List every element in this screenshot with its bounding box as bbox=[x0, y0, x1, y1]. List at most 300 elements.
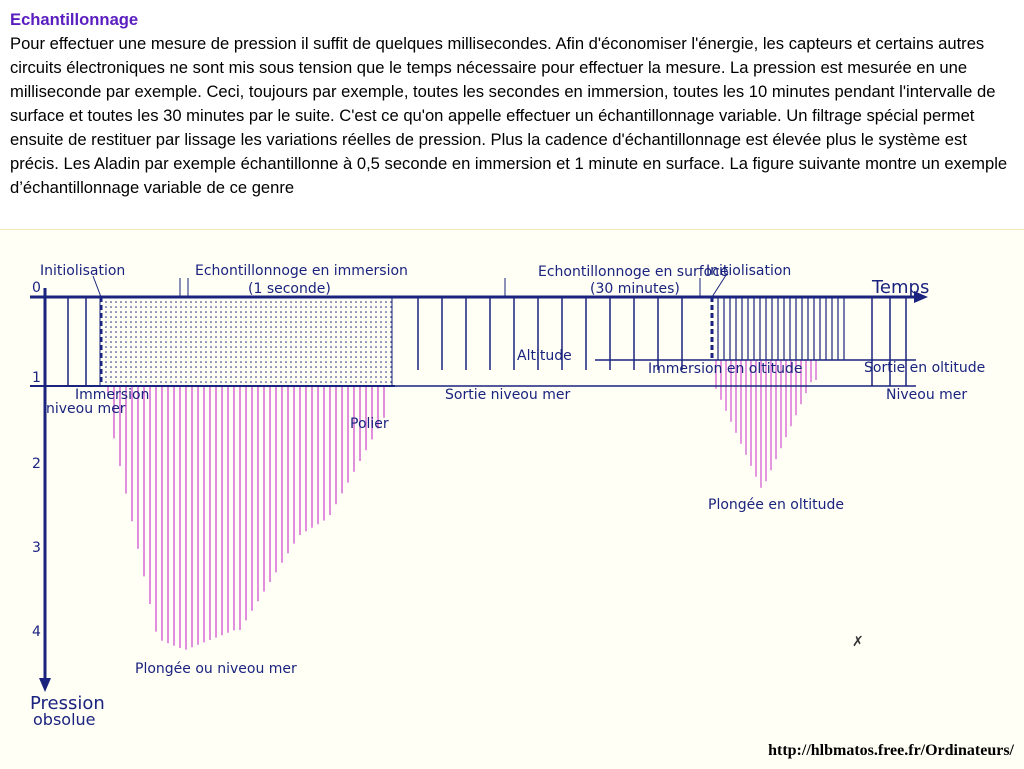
sampling-dot bbox=[370, 346, 372, 348]
sampling-dot bbox=[175, 316, 177, 318]
sampling-dot bbox=[275, 316, 277, 318]
sampling-dot bbox=[330, 331, 332, 333]
sampling-dot bbox=[155, 366, 157, 368]
sampling-dot bbox=[140, 306, 142, 308]
sampling-dot bbox=[105, 381, 107, 383]
sampling-dot bbox=[145, 336, 147, 338]
sampling-dot bbox=[350, 371, 352, 373]
sampling-dot bbox=[260, 381, 262, 383]
sampling-dot bbox=[110, 331, 112, 333]
sampling-dot bbox=[325, 326, 327, 328]
sampling-dot bbox=[300, 301, 302, 303]
sampling-dot bbox=[315, 376, 317, 378]
sampling-dot bbox=[150, 361, 152, 363]
sampling-dot bbox=[275, 376, 277, 378]
sampling-dot bbox=[115, 316, 117, 318]
sampling-dot bbox=[170, 341, 172, 343]
sampling-dot bbox=[155, 351, 157, 353]
sampling-dot bbox=[105, 361, 107, 363]
sampling-dot bbox=[310, 306, 312, 308]
sampling-dot bbox=[345, 311, 347, 313]
sampling-dot bbox=[385, 336, 387, 338]
sampling-dot bbox=[180, 316, 182, 318]
sampling-dot bbox=[190, 306, 192, 308]
sampling-dot bbox=[255, 366, 257, 368]
sampling-dot bbox=[290, 331, 292, 333]
sampling-dot bbox=[290, 316, 292, 318]
sampling-dot bbox=[155, 356, 157, 358]
axis-tick-1: 1 bbox=[32, 370, 41, 386]
sampling-dot bbox=[215, 321, 217, 323]
sampling-dot bbox=[145, 371, 147, 373]
sampling-dot bbox=[105, 321, 107, 323]
sampling-dot bbox=[180, 381, 182, 383]
sampling-dot bbox=[380, 346, 382, 348]
sampling-dot bbox=[250, 306, 252, 308]
sampling-dot bbox=[160, 361, 162, 363]
sampling-dot bbox=[220, 316, 222, 318]
sampling-dot bbox=[165, 346, 167, 348]
sampling-dot bbox=[120, 311, 122, 313]
sampling-dot bbox=[195, 311, 197, 313]
sampling-dot bbox=[340, 376, 342, 378]
sampling-dot bbox=[115, 331, 117, 333]
sampling-dot bbox=[325, 351, 327, 353]
sampling-dot bbox=[335, 351, 337, 353]
sampling-dot bbox=[285, 316, 287, 318]
sampling-dot bbox=[320, 331, 322, 333]
sampling-dot bbox=[315, 301, 317, 303]
sampling-dot bbox=[200, 381, 202, 383]
sampling-dot bbox=[270, 361, 272, 363]
sampling-dot bbox=[160, 376, 162, 378]
sampling-dot bbox=[290, 361, 292, 363]
sampling-dot bbox=[360, 341, 362, 343]
sampling-dot bbox=[325, 301, 327, 303]
sampling-dot bbox=[205, 326, 207, 328]
sampling-dot bbox=[215, 371, 217, 373]
sampling-dot bbox=[120, 356, 122, 358]
sampling-dot bbox=[300, 326, 302, 328]
sampling-dot bbox=[345, 361, 347, 363]
sampling-dot bbox=[335, 306, 337, 308]
sampling-dot bbox=[130, 346, 132, 348]
sampling-dot bbox=[260, 341, 262, 343]
sampling-dot bbox=[305, 306, 307, 308]
sampling-dot bbox=[270, 301, 272, 303]
sampling-dot bbox=[385, 311, 387, 313]
sampling-dot bbox=[375, 311, 377, 313]
sampling-dot bbox=[350, 331, 352, 333]
sampling-dot bbox=[280, 326, 282, 328]
sampling-dot bbox=[270, 346, 272, 348]
sampling-dot bbox=[250, 326, 252, 328]
sampling-dot bbox=[350, 306, 352, 308]
sampling-dot bbox=[205, 381, 207, 383]
sampling-dot bbox=[110, 301, 112, 303]
sampling-dot bbox=[340, 326, 342, 328]
sampling-dot bbox=[375, 321, 377, 323]
sampling-dot bbox=[210, 321, 212, 323]
sampling-dot bbox=[250, 321, 252, 323]
sampling-dot bbox=[250, 376, 252, 378]
label-echantillonnage-immersion: Echontillonnoge en immersion bbox=[195, 263, 408, 279]
sampling-dot bbox=[260, 331, 262, 333]
sampling-dot bbox=[380, 311, 382, 313]
sampling-dot bbox=[320, 321, 322, 323]
sampling-dot bbox=[215, 356, 217, 358]
section-heading: Echantillonnage bbox=[10, 10, 139, 29]
sampling-dot bbox=[340, 361, 342, 363]
sampling-dot bbox=[210, 371, 212, 373]
sampling-dot bbox=[385, 341, 387, 343]
sampling-dot bbox=[165, 326, 167, 328]
sampling-dot bbox=[355, 366, 357, 368]
sampling-dot bbox=[125, 356, 127, 358]
sampling-dot bbox=[130, 376, 132, 378]
sampling-dot bbox=[370, 311, 372, 313]
sampling-dot bbox=[145, 321, 147, 323]
sampling-dot bbox=[335, 371, 337, 373]
sampling-dot bbox=[170, 311, 172, 313]
sampling-dot bbox=[175, 301, 177, 303]
sampling-dot bbox=[135, 376, 137, 378]
sampling-dot bbox=[140, 301, 142, 303]
sampling-dot bbox=[345, 306, 347, 308]
sampling-dot bbox=[180, 346, 182, 348]
sampling-dot bbox=[165, 321, 167, 323]
sampling-dot bbox=[370, 341, 372, 343]
sampling-dot bbox=[335, 331, 337, 333]
sampling-dot bbox=[350, 351, 352, 353]
sampling-dot bbox=[260, 306, 262, 308]
sampling-dot bbox=[120, 316, 122, 318]
sampling-dot bbox=[240, 376, 242, 378]
sampling-dot bbox=[370, 326, 372, 328]
sampling-dot bbox=[295, 371, 297, 373]
sampling-dot bbox=[230, 346, 232, 348]
sampling-dot bbox=[265, 311, 267, 313]
sampling-dot bbox=[330, 371, 332, 373]
sampling-dot bbox=[360, 376, 362, 378]
sampling-dot bbox=[355, 326, 357, 328]
sampling-dot bbox=[345, 301, 347, 303]
sampling-dot bbox=[145, 376, 147, 378]
sampling-dot bbox=[165, 351, 167, 353]
sampling-dot bbox=[115, 351, 117, 353]
sampling-dot bbox=[185, 321, 187, 323]
sampling-dot bbox=[240, 316, 242, 318]
sampling-dot bbox=[355, 306, 357, 308]
sampling-dot bbox=[370, 301, 372, 303]
sampling-dot bbox=[345, 371, 347, 373]
sampling-dot bbox=[235, 311, 237, 313]
sampling-dot bbox=[270, 336, 272, 338]
sampling-dot bbox=[145, 366, 147, 368]
sampling-dot bbox=[255, 336, 257, 338]
sampling-dot bbox=[270, 376, 272, 378]
sampling-dot bbox=[245, 346, 247, 348]
sampling-dot bbox=[275, 356, 277, 358]
sampling-dot bbox=[205, 301, 207, 303]
sampling-dot bbox=[270, 331, 272, 333]
sampling-dot bbox=[385, 376, 387, 378]
sampling-dot bbox=[290, 306, 292, 308]
sampling-dot bbox=[320, 376, 322, 378]
sampling-dot bbox=[320, 316, 322, 318]
sampling-dot bbox=[360, 331, 362, 333]
sampling-dot bbox=[385, 326, 387, 328]
sampling-dot bbox=[155, 376, 157, 378]
sampling-dot bbox=[125, 321, 127, 323]
sampling-dot bbox=[340, 316, 342, 318]
sampling-dot bbox=[230, 376, 232, 378]
sampling-dot bbox=[120, 336, 122, 338]
sampling-dot bbox=[275, 346, 277, 348]
sampling-dot bbox=[285, 356, 287, 358]
sampling-dot bbox=[255, 356, 257, 358]
sampling-dot bbox=[285, 306, 287, 308]
sampling-dot bbox=[230, 331, 232, 333]
sampling-dot bbox=[255, 326, 257, 328]
sampling-dot bbox=[345, 376, 347, 378]
sampling-dot bbox=[370, 336, 372, 338]
sampling-dot bbox=[340, 366, 342, 368]
sampling-dot bbox=[295, 301, 297, 303]
sampling-dot bbox=[195, 381, 197, 383]
sampling-dot bbox=[150, 301, 152, 303]
sampling-dot bbox=[185, 331, 187, 333]
sampling-dot bbox=[380, 356, 382, 358]
sampling-dot bbox=[140, 341, 142, 343]
sampling-dot bbox=[250, 311, 252, 313]
sampling-dot bbox=[215, 346, 217, 348]
sampling-dot bbox=[155, 311, 157, 313]
label-plongee-niveau-mer: Plongée ou niveou mer bbox=[135, 661, 297, 677]
sampling-dot bbox=[300, 351, 302, 353]
sampling-dot bbox=[275, 321, 277, 323]
sampling-dot bbox=[170, 321, 172, 323]
sampling-dot bbox=[190, 301, 192, 303]
sampling-dot bbox=[235, 356, 237, 358]
sampling-dot bbox=[280, 346, 282, 348]
sampling-dot bbox=[265, 376, 267, 378]
sampling-dot bbox=[355, 311, 357, 313]
sampling-dot bbox=[145, 326, 147, 328]
sampling-dot bbox=[155, 306, 157, 308]
sampling-dot bbox=[150, 381, 152, 383]
sampling-dot bbox=[220, 361, 222, 363]
sampling-dot bbox=[225, 306, 227, 308]
sampling-dot bbox=[265, 356, 267, 358]
sampling-dot bbox=[310, 376, 312, 378]
sampling-dot bbox=[330, 301, 332, 303]
sampling-dot bbox=[235, 361, 237, 363]
sampling-dot bbox=[325, 361, 327, 363]
sampling-dot bbox=[365, 331, 367, 333]
sampling-dot bbox=[265, 326, 267, 328]
sampling-dot bbox=[215, 306, 217, 308]
sampling-dot bbox=[350, 361, 352, 363]
sampling-dot bbox=[375, 376, 377, 378]
sampling-dot bbox=[215, 336, 217, 338]
sampling-dot bbox=[110, 371, 112, 373]
sampling-dot bbox=[145, 361, 147, 363]
sampling-dot bbox=[275, 301, 277, 303]
sampling-dot bbox=[165, 341, 167, 343]
sampling-dot bbox=[275, 306, 277, 308]
sampling-dot bbox=[240, 301, 242, 303]
sampling-dot bbox=[330, 316, 332, 318]
sampling-dot bbox=[360, 336, 362, 338]
sampling-dot bbox=[285, 346, 287, 348]
sampling-dot bbox=[295, 376, 297, 378]
sampling-dot bbox=[285, 381, 287, 383]
sampling-dot bbox=[110, 341, 112, 343]
sampling-dot bbox=[380, 366, 382, 368]
sampling-dot bbox=[170, 361, 172, 363]
sampling-dot bbox=[115, 311, 117, 313]
sampling-dot bbox=[300, 376, 302, 378]
sampling-dot bbox=[320, 366, 322, 368]
sampling-dot bbox=[115, 301, 117, 303]
sampling-dot bbox=[145, 316, 147, 318]
sampling-dot bbox=[320, 356, 322, 358]
label-initialisation-left: Initiolisation bbox=[40, 263, 126, 279]
sampling-dot bbox=[140, 326, 142, 328]
sampling-dot bbox=[130, 316, 132, 318]
sampling-dot bbox=[145, 306, 147, 308]
sampling-dot bbox=[220, 331, 222, 333]
sampling-dot bbox=[170, 346, 172, 348]
sampling-dot bbox=[180, 301, 182, 303]
sampling-dot bbox=[115, 326, 117, 328]
sampling-dot bbox=[105, 351, 107, 353]
sampling-dot bbox=[335, 336, 337, 338]
axis-tick-4: 4 bbox=[32, 624, 41, 640]
sampling-dot bbox=[185, 356, 187, 358]
sampling-dot bbox=[260, 311, 262, 313]
sampling-dot bbox=[260, 376, 262, 378]
sampling-dot bbox=[170, 316, 172, 318]
sampling-dot bbox=[190, 356, 192, 358]
sampling-dot bbox=[240, 341, 242, 343]
sampling-dot bbox=[290, 351, 292, 353]
description-paragraph: Pour effectuer une mesure de pression il suffit de quelques millisecondes. Afin d'économiser l'énergie, les capteurs et certains autres circuits électroniques ne sont mis sous tension que le temps nécessaire pour effectuer la mesure. La pression est mesurée en une milliseconde par exemple. Ceci, toujours par exemple, toutes les secondes en immersion, toutes les 10 minutes pendant l'intervalle de surface et toutes les 30 minutes par le suite. C'est ce qu'on appelle effectuer un échantillonnage variable. Un filtrage spécial permet ensuite de restituer par lissage les variations réelles de pression. Plus la cadence d'échantillonnage est élevée plus le système est précis. Les Aladin par exemple échantillonne à 0,5 seconde en immersion et 1 minute en surface. La figure suivante montre un exemple d’échantillonnage variable de ce genre bbox=[10, 34, 1008, 197]
sampling-dot bbox=[355, 346, 357, 348]
sampling-dot bbox=[350, 346, 352, 348]
sampling-dot bbox=[385, 381, 387, 383]
sampling-dot bbox=[245, 331, 247, 333]
label-thirty-minutes: (30 minutes) bbox=[590, 281, 680, 297]
sampling-dot bbox=[365, 341, 367, 343]
sampling-dot bbox=[335, 356, 337, 358]
sampling-dot bbox=[380, 351, 382, 353]
sampling-dot bbox=[220, 346, 222, 348]
sampling-dot bbox=[125, 371, 127, 373]
sampling-dot bbox=[115, 361, 117, 363]
sampling-dot bbox=[280, 311, 282, 313]
sampling-dot bbox=[130, 321, 132, 323]
sampling-dot bbox=[170, 306, 172, 308]
sampling-dot bbox=[275, 326, 277, 328]
sampling-dot bbox=[340, 321, 342, 323]
sampling-dot bbox=[385, 371, 387, 373]
sampling-dot bbox=[365, 316, 367, 318]
sampling-dot bbox=[185, 346, 187, 348]
sampling-dot bbox=[380, 381, 382, 383]
sampling-dot bbox=[345, 346, 347, 348]
sampling-dot bbox=[295, 311, 297, 313]
sampling-dot bbox=[230, 326, 232, 328]
sampling-dot bbox=[205, 311, 207, 313]
sampling-dot bbox=[315, 371, 317, 373]
sampling-dot bbox=[135, 301, 137, 303]
sampling-dot bbox=[275, 371, 277, 373]
sampling-dot bbox=[320, 381, 322, 383]
sampling-dot bbox=[210, 301, 212, 303]
sampling-dot bbox=[225, 356, 227, 358]
sampling-dot bbox=[345, 326, 347, 328]
sampling-dot bbox=[330, 376, 332, 378]
sampling-dot bbox=[275, 361, 277, 363]
sampling-dot bbox=[300, 346, 302, 348]
sampling-dot bbox=[225, 311, 227, 313]
sampling-dot bbox=[180, 371, 182, 373]
sampling-dot bbox=[175, 326, 177, 328]
sampling-dot bbox=[350, 336, 352, 338]
sampling-dot bbox=[330, 366, 332, 368]
sampling-dot bbox=[350, 366, 352, 368]
sampling-dot bbox=[360, 316, 362, 318]
label-one-second: (1 seconde) bbox=[248, 281, 331, 297]
sampling-dot bbox=[325, 336, 327, 338]
sampling-dot bbox=[245, 381, 247, 383]
sampling-dot bbox=[165, 301, 167, 303]
sampling-dot bbox=[380, 316, 382, 318]
sampling-dot bbox=[300, 371, 302, 373]
sampling-dot bbox=[195, 361, 197, 363]
sampling-dot bbox=[375, 326, 377, 328]
sampling-dot bbox=[105, 326, 107, 328]
sampling-dot bbox=[340, 356, 342, 358]
sampling-dot bbox=[315, 311, 317, 313]
sampling-dot bbox=[310, 326, 312, 328]
sampling-dot bbox=[280, 366, 282, 368]
sampling-dot bbox=[165, 356, 167, 358]
sampling-dot bbox=[215, 351, 217, 353]
sampling-dot bbox=[160, 321, 162, 323]
sampling-dot bbox=[190, 361, 192, 363]
sampling-dot bbox=[375, 381, 377, 383]
label-echantillonnage-surface: Echontillonnoge en surfoce bbox=[538, 264, 729, 280]
sampling-diagram-svg bbox=[0, 230, 1024, 769]
sampling-dot bbox=[160, 356, 162, 358]
sampling-dot bbox=[230, 321, 232, 323]
sampling-dot bbox=[370, 331, 372, 333]
sampling-dot bbox=[165, 311, 167, 313]
sampling-dot bbox=[335, 361, 337, 363]
sampling-dot bbox=[285, 311, 287, 313]
sampling-dot bbox=[130, 371, 132, 373]
sampling-dot bbox=[240, 306, 242, 308]
sampling-dot bbox=[200, 356, 202, 358]
sampling-dot bbox=[300, 311, 302, 313]
sampling-dot bbox=[365, 366, 367, 368]
sampling-dot bbox=[135, 311, 137, 313]
sampling-dot bbox=[280, 356, 282, 358]
sampling-dot bbox=[150, 336, 152, 338]
